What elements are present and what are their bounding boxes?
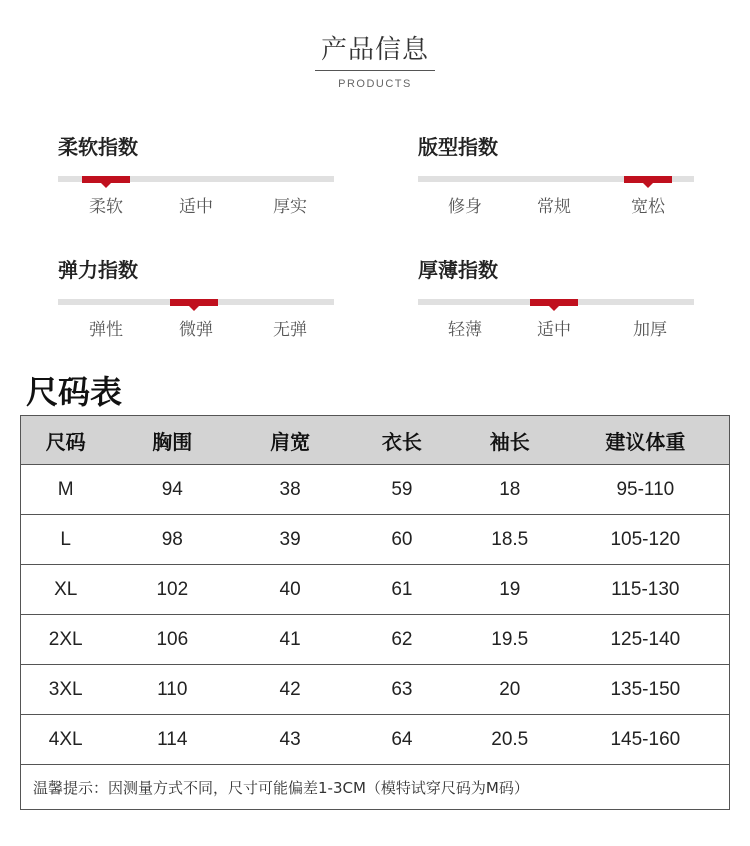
index-title: 弹力指数 — [58, 258, 138, 282]
thickness-index — [418, 257, 694, 339]
table-row — [21, 715, 730, 765]
index-option: 常规 — [537, 197, 571, 217]
column-header: 衣长 — [346, 416, 458, 465]
table-cell: 110 — [110, 665, 234, 715]
table-cell: 98 — [110, 515, 234, 565]
table-cell: 42 — [234, 665, 346, 715]
index-labels — [418, 315, 694, 339]
fit-index — [418, 134, 694, 216]
index-marker — [530, 299, 578, 306]
table-cell: 20 — [458, 665, 562, 715]
table-cell: 63 — [346, 665, 458, 715]
table-row — [21, 615, 730, 665]
table-cell: 39 — [234, 515, 346, 565]
section-subtitle: PRODUCTS — [338, 78, 412, 90]
index-option: 轻薄 — [448, 320, 482, 340]
table-cell: 60 — [346, 515, 458, 565]
elasticity-index — [58, 257, 334, 339]
table-note-row — [21, 765, 730, 810]
column-header: 袖长 — [458, 416, 562, 465]
section-header — [0, 34, 750, 90]
table-cell: 64 — [346, 715, 458, 765]
index-labels — [58, 192, 334, 216]
table-cell: 105-120 — [562, 515, 730, 565]
table-cell: 4XL — [21, 715, 111, 765]
table-row — [21, 565, 730, 615]
index-option: 无弹 — [273, 320, 307, 340]
index-option: 微弹 — [179, 320, 213, 340]
index-option: 修身 — [448, 197, 482, 217]
table-cell: L — [21, 515, 111, 565]
table-cell: 19 — [458, 565, 562, 615]
index-title: 版型指数 — [418, 135, 498, 159]
index-title: 厚薄指数 — [418, 258, 498, 282]
index-labels — [58, 315, 334, 339]
index-option: 厚实 — [273, 197, 307, 217]
index-title: 柔软指数 — [58, 135, 138, 159]
table-header-row — [21, 416, 730, 465]
table-row — [21, 465, 730, 515]
index-track — [418, 299, 694, 305]
table-cell: 20.5 — [458, 715, 562, 765]
size-note: 温馨提示：因测量方式不同，尺寸可能偏差1-3CM（模特试穿尺码为M码） — [21, 765, 730, 810]
table-cell: 145-160 — [562, 715, 730, 765]
table-cell: 95-110 — [562, 465, 730, 515]
table-cell: 125-140 — [562, 615, 730, 665]
column-header: 建议体重 — [562, 416, 730, 465]
table-row — [21, 665, 730, 715]
table-cell: 41 — [234, 615, 346, 665]
column-header: 肩宽 — [234, 416, 346, 465]
table-cell: 43 — [234, 715, 346, 765]
softness-index — [58, 134, 334, 216]
index-option: 适中 — [537, 320, 571, 340]
table-cell: 61 — [346, 565, 458, 615]
index-marker — [82, 176, 130, 183]
table-cell: 18.5 — [458, 515, 562, 565]
size-chart-title: 尺码表 — [26, 373, 123, 411]
table-row — [21, 515, 730, 565]
section-title: 产品信息 — [315, 34, 435, 71]
table-cell: 19.5 — [458, 615, 562, 665]
index-labels — [418, 192, 694, 216]
table-cell: 94 — [110, 465, 234, 515]
index-track — [58, 176, 334, 182]
table-cell: 40 — [234, 565, 346, 615]
index-marker — [170, 299, 218, 306]
table-cell: 59 — [346, 465, 458, 515]
index-track — [418, 176, 694, 182]
column-header: 胸围 — [110, 416, 234, 465]
table-cell: 115-130 — [562, 565, 730, 615]
index-track — [58, 299, 334, 305]
table-cell: 106 — [110, 615, 234, 665]
index-option: 加厚 — [633, 320, 667, 340]
size-table — [20, 415, 730, 810]
table-cell: 2XL — [21, 615, 111, 665]
table-cell: 18 — [458, 465, 562, 515]
table-cell: XL — [21, 565, 111, 615]
table-cell: 62 — [346, 615, 458, 665]
index-option: 弹性 — [89, 320, 123, 340]
table-cell: M — [21, 465, 111, 515]
table-cell: 135-150 — [562, 665, 730, 715]
table-cell: 38 — [234, 465, 346, 515]
table-cell: 102 — [110, 565, 234, 615]
table-cell: 114 — [110, 715, 234, 765]
table-cell: 3XL — [21, 665, 111, 715]
index-option: 宽松 — [631, 197, 665, 217]
column-header: 尺码 — [21, 416, 111, 465]
index-option: 柔软 — [89, 197, 123, 217]
index-option: 适中 — [179, 197, 213, 217]
index-marker — [624, 176, 672, 183]
